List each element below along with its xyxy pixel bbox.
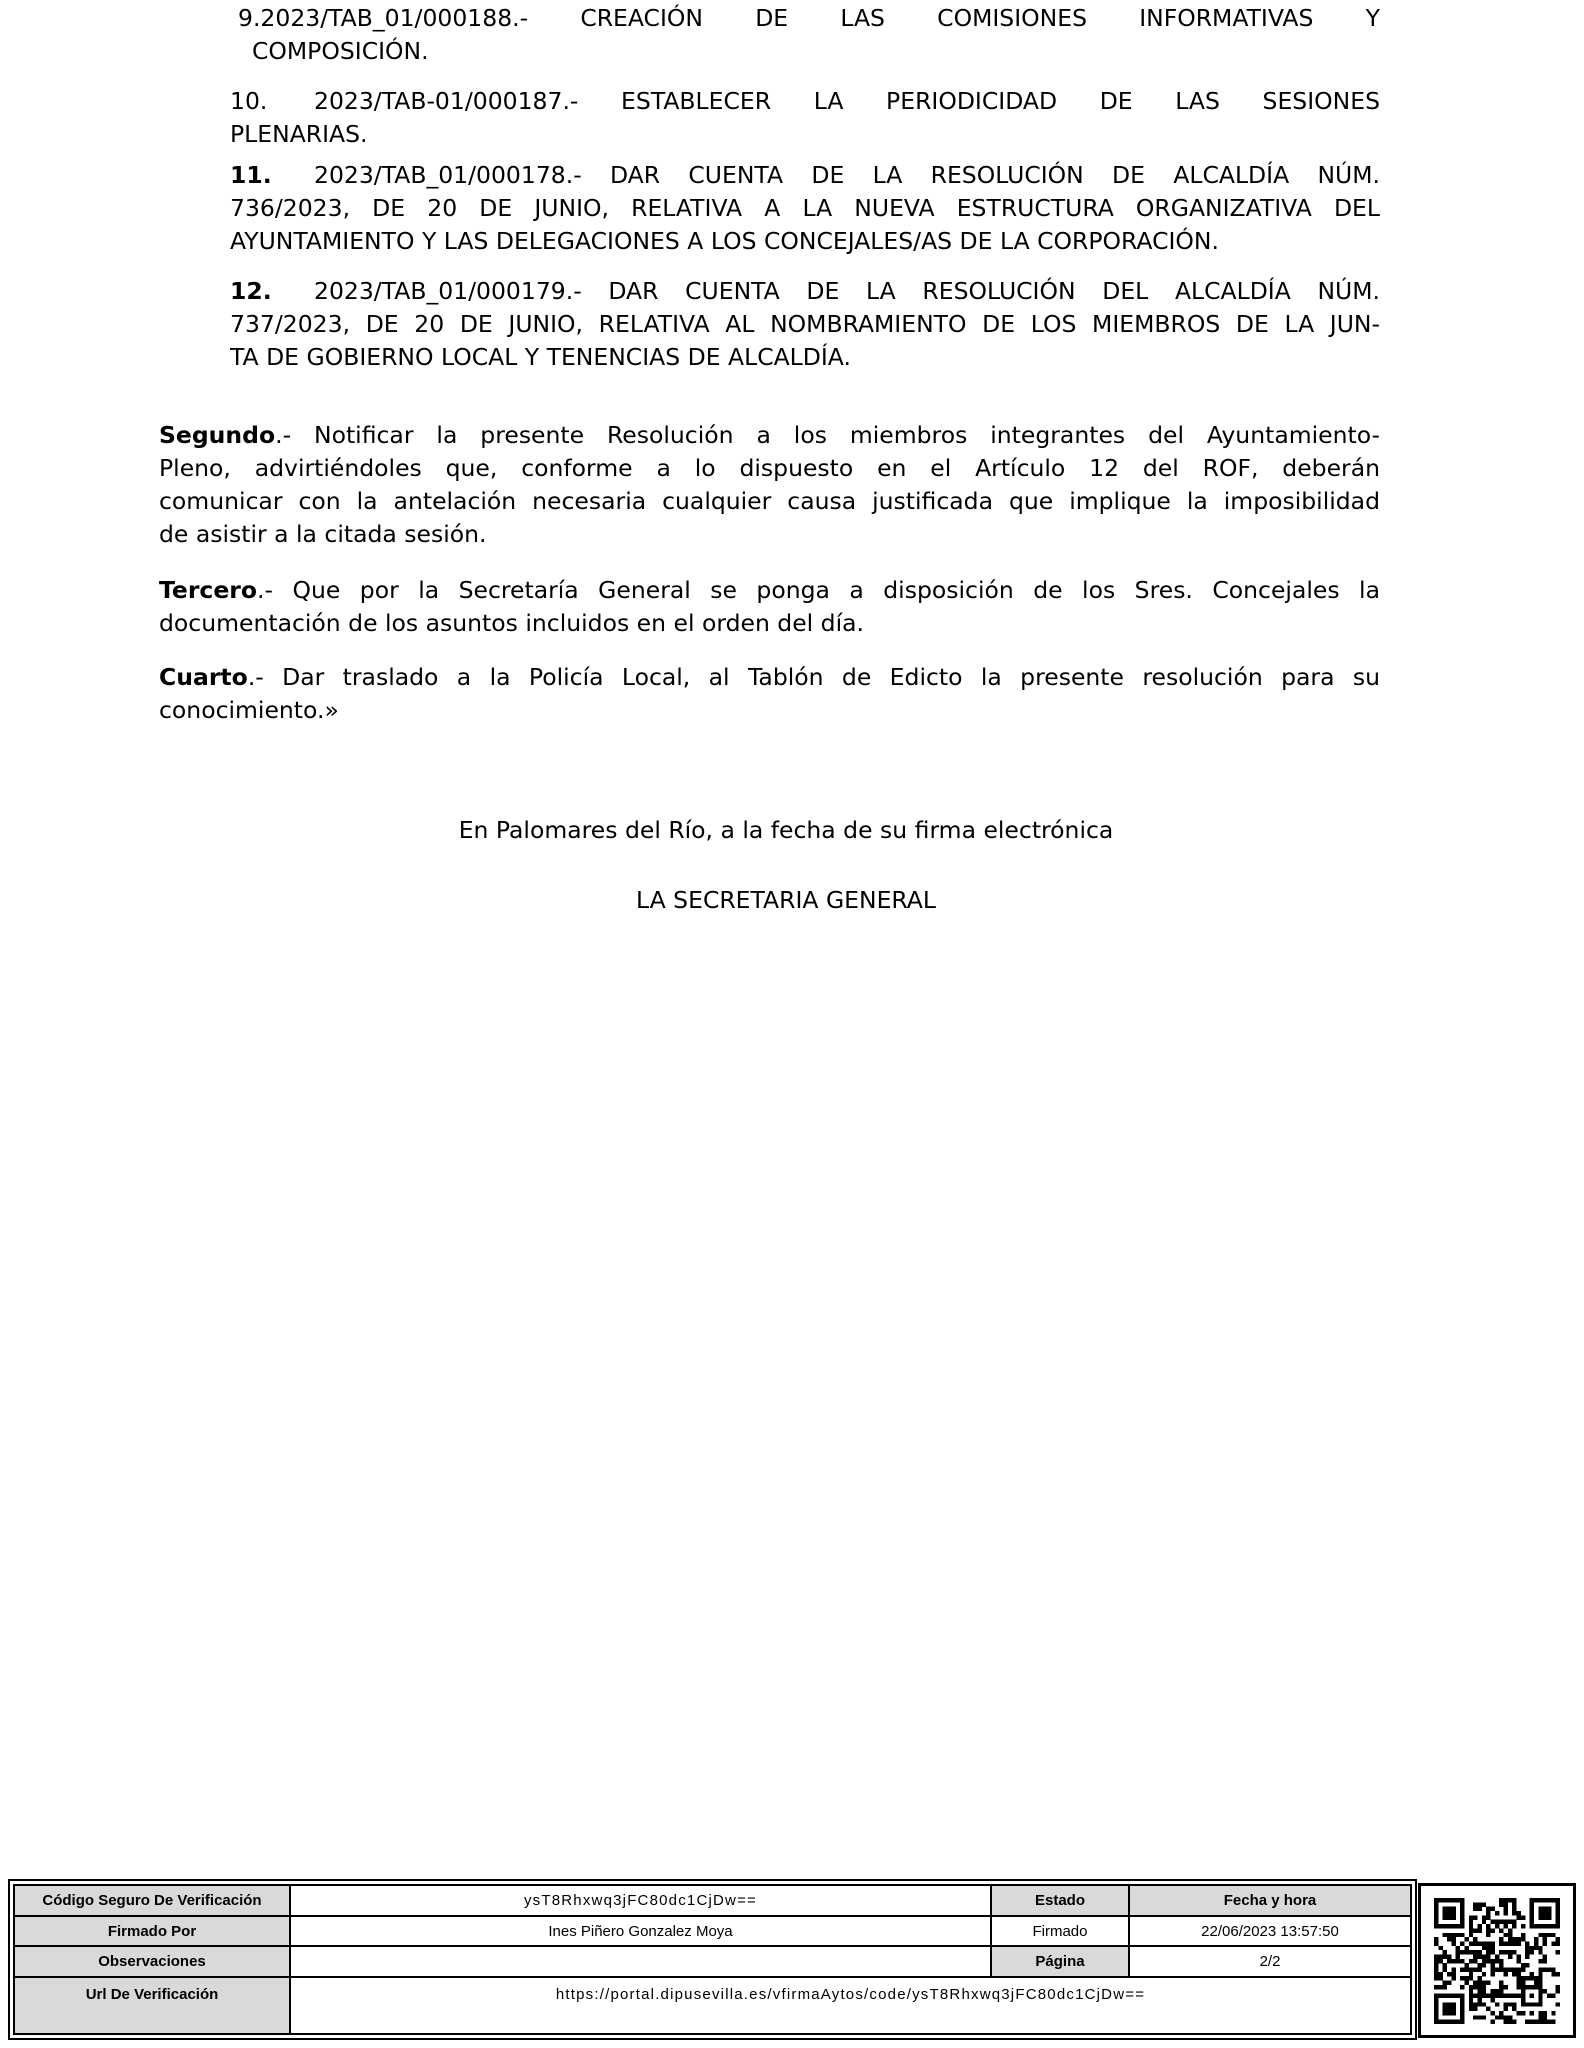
text-line: comunicar con la antelación necesaria cualquier causa justificada que implique la imposibilidad	[159, 487, 1380, 515]
text-line: AYUNTAMIENTO Y LAS DELEGACIONES A LOS CONCEJALES/AS DE LA CORPORACIÓN.	[230, 227, 1219, 255]
text-line: documentación de los asuntos incluidos en el orden del día.	[159, 609, 864, 637]
text-line: Segundo.- Notificar la presente Resolución a los miembros integrantes del Ayuntamiento-	[159, 421, 1380, 449]
text-line: 736/2023, DE 20 DE JUNIO, RELATIVA A LA NUEVA ESTRUCTURA ORGANIZATIVA DEL	[230, 194, 1380, 222]
qr-code	[1434, 1898, 1560, 2024]
text-line: Cuarto.- Dar traslado a la Policía Local, al Tablón de Edicto la presente resolución para su	[159, 663, 1380, 691]
estado-label: Estado	[991, 1885, 1129, 1916]
text-line: 10. 2023/TAB-01/000187.- ESTABLECER LA PERIODICIDAD DE LAS SESIONES	[230, 87, 1380, 115]
agenda-item-9	[230, 2, 1380, 68]
text-line: Pleno, advirtiéndoles que, conforme a lo dispuesto en el Artículo 12 del ROF, deberán	[159, 454, 1380, 482]
text-line: COMPOSICIÓN.	[252, 37, 429, 65]
text-line: 737/2023, DE 20 DE JUNIO, RELATIVA AL NOMBRAMIENTO DE LOS MIEMBROS DE LA JUN-	[230, 310, 1380, 338]
pagina-label: Página	[991, 1946, 1129, 1977]
text-line: LA SECRETARIA GENERAL	[636, 886, 936, 914]
agenda-item-11	[230, 159, 1380, 258]
paragraph-tercero	[159, 574, 1380, 640]
qr-code-box	[1418, 1883, 1576, 2038]
text-line: Tercero.- Que por la Secretaría General se ponga a disposición de los Sres. Concejales la	[159, 576, 1380, 604]
fecha-value: 22/06/2023 13:57:50	[1129, 1916, 1411, 1946]
paragraph-cuarto	[159, 661, 1380, 727]
csv-label: Código Seguro De Verificación	[14, 1885, 290, 1916]
observaciones-value	[290, 1946, 991, 1977]
paragraph-segundo	[159, 419, 1380, 551]
text-line: 11. 2023/TAB_01/000178.- DAR CUENTA DE LA RESOLUCIÓN DE ALCALDÍA NÚM.	[230, 161, 1380, 189]
agenda-item-10	[230, 85, 1380, 151]
firmado-por-value: Ines Piñero Gonzalez Moya	[290, 1916, 991, 1946]
text-line: PLENARIAS.	[230, 120, 368, 148]
agenda-item-12	[230, 275, 1380, 374]
csv-value: ysT8Rhxwq3jFC80dc1CjDw==	[290, 1885, 991, 1916]
url-label: Url De Verificación	[14, 1977, 290, 2034]
firmado-por-label: Firmado Por	[14, 1916, 290, 1946]
text-line: 9.2023/TAB_01/000188.- CREACIÓN DE LAS COMISIONES INFORMATIVAS Y	[238, 4, 1380, 32]
signer-title	[159, 884, 1413, 917]
closing-place-line	[159, 814, 1413, 847]
text-line: En Palomares del Río, a la fecha de su firma electrónica	[458, 816, 1114, 844]
text-line: conocimiento.»	[159, 696, 339, 724]
text-line: 12. 2023/TAB_01/000179.- DAR CUENTA DE LA RESOLUCIÓN DEL ALCALDÍA NÚM.	[230, 277, 1380, 305]
pagina-value: 2/2	[1129, 1946, 1411, 1977]
observaciones-label: Observaciones	[14, 1946, 290, 1977]
text-line: TA DE GOBIERNO LOCAL Y TENENCIAS DE ALCALDÍA.	[230, 343, 851, 371]
estado-value: Firmado	[991, 1916, 1129, 1946]
url-value: https://portal.dipusevilla.es/vfirmaAytos/code/ysT8Rhxwq3jFC80dc1CjDw==	[290, 1977, 1411, 2034]
verification-footer-table	[8, 1879, 1417, 2040]
fecha-label: Fecha y hora	[1129, 1885, 1411, 1916]
text-line: de asistir a la citada sesión.	[159, 520, 487, 548]
